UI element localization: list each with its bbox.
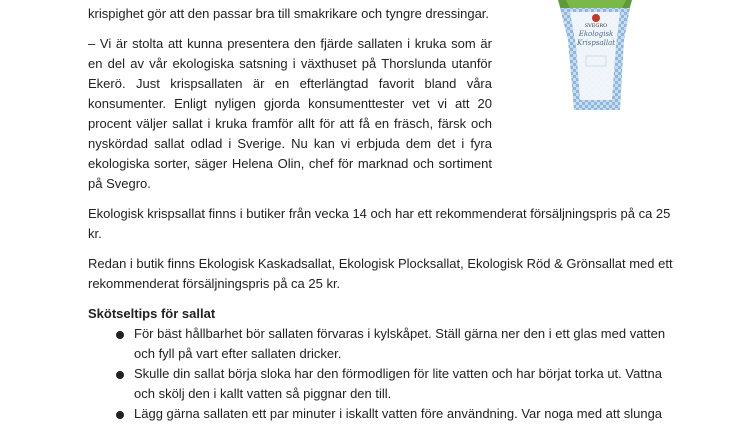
care-tip-line: och skölj den i kallt vatten så piggnar den till.	[134, 386, 392, 401]
product-photo	[540, 0, 652, 115]
care-tips-heading: Skötseltips för sallat	[88, 306, 216, 321]
care-tip-line: och fyll på vart efter sallaten dricker.	[134, 346, 342, 361]
quote-line: ekologiska sorter, säger Helena Olin, chef för marknad och sortiment	[88, 156, 492, 171]
availability-line: kr.	[88, 226, 102, 241]
availability-line: Ekologisk krispsallat finns i butiker från vecka 14 och har ett rekommenderat försäljningspris på ca 25	[88, 206, 671, 221]
product-label-line2: Krispsallat	[576, 39, 616, 47]
paragraph-intro-tail: krispighet gör att den passar bra till smakrikare och tyngre dressingar.	[88, 6, 490, 21]
bullet-icon	[116, 331, 124, 339]
assortment-line: Redan i butik finns Ekologisk Kaskadsallat, Ekologisk Plocksallat, Ekologisk Röd & Grönsallat med ett	[88, 256, 673, 271]
quote-line: konsumenter. Enligt nyligen gjorda konsumenttester vet vi att 20	[88, 96, 492, 111]
quote-line: nyskördad sallat odlad i Sverige. Nu kan vi erbjuda dem det i fyra	[88, 136, 492, 151]
care-tip-line: Skulle din sallat börja sloka har den förmodligen för lite vatten och har börjat torka ut. Vattna	[134, 366, 662, 381]
bullet-icon	[116, 411, 124, 419]
care-tip-line: Lägg gärna sallaten ett par minuter i iskallt vatten före användning. Var noga med att slunga	[134, 406, 663, 421]
quote-line: procent väljer sallat i kruka framför allt för att få en fräsch, färsk och	[88, 116, 492, 131]
quote-line: Ekerö. Just krispsallaten är en efterlängtad favorit bland våra	[88, 76, 492, 91]
assortment-line: rekommenderat försäljningspris på ca 25 kr.	[88, 276, 341, 291]
product-label-line1: Ekologisk	[578, 30, 614, 38]
bullet-icon	[116, 371, 124, 379]
quote-line: på Svegro.	[88, 176, 151, 191]
quote-line: – Vi är stolta att kunna presentera den fjärde sallaten i kruka som är	[88, 36, 492, 51]
brand-logo: SVEGRO	[584, 23, 608, 29]
quote-line: en del av vår ekologiska satsning i växthuset på Thorslunda utanför	[88, 56, 492, 71]
care-tip-line: För bäst hållbarhet bör sallaten förvaras i kylskåpet. Ställ gärna ner den i ett glas med vatten	[134, 326, 666, 341]
